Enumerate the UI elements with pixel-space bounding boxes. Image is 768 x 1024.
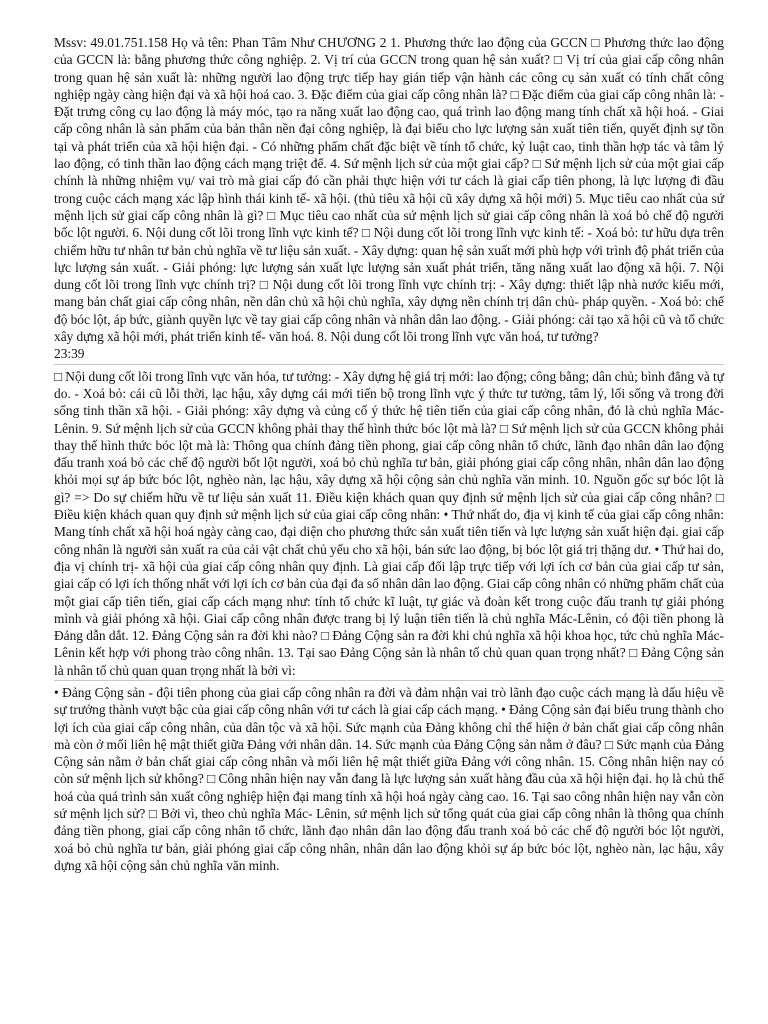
paragraph-2: □ Nội dung cốt lõi trong lĩnh vực văn hóa, tư tưởng: - Xây dựng hệ giá trị mới: lao động; công bằng; dân chủ; bình đẳng và tự do. - Xoá bỏ: cái cũ lỗi thời, lạc hậu, xây dựng cái mới tiến bộ trong lĩnh vực ý thức tư tưởng, tâm lý, lối sống và trong đời sống tinh thần xã hội. - Giải phóng: xây dựng và củng cố ý thức hệ tiên tiến của giai cấp công nhân, đó là chủ nghĩa Mác- Lênin. 9. Sứ mệnh lịch sử của GCCN không phải thay thế hình thức bóc lột mà là? □ Sứ mệnh lịch sử của GCCN không phải thay thế hình thức bóc lột mà là: Thông qua chính đảng tiền phong, giai cấp công nhân tổ chức, lãnh đạo nhân dân lao động đấu tranh xoá bỏ các chế độ người bốt lột người, xoá bỏ chủ nghĩa tư bản, giải phóng giai cấp công nhân, nhân dân lao động khỏi mọi sự áp bức bóc lột, nghèo nàn, lạc hậu, xây dựng xã hội cộng sản chủ nghĩa văn minh. 10. Nguồn gốc sự bóc lột là gì? => Do sự chiếm hữu về tư liệu sản xuất 11. Điều kiện khách quan quy định sứ mệnh lịch sử của giai cấp công nhân? □ Điều kiện khách quan quy định sứ mệnh lịch sử của giai cấp công nhân: • Thứ nhất do, địa vị kinh tế của giai cấp công nhân: Mang tính chất xã hội hoá ngày càng cao, đại diện cho phương thức sản xuất tiên tiến và lực lượng sản xuất hiện đại. giai cấp công nhân là người sản xuất ra của cải vật chất chủ yếu cho xã hội, bán sức lao động, bị bóc lột giá trị thặng dư. • Thứ hai do, địa vị chính trị- xã hội của giai cấp công nhân quy định. Là giai cấp đối lập trực tiếp với lợi ích cơ bản của giai cấp tư sản, giai cấp có lợi ích thống nhất với lợi ích cơ bản của đại đa số nhân dân lao động. Giai cấp công nhân có những phẩm chất của một giai cấp tiên tiến, giai cấp cách mạng như: tính tổ chức kĩ luật, tự giác và đoàn kết trong cuộc đấu tranh tự giải phóng mình và giải phóng xã hội. Giai cấp công nhân được trang bị lý luận tiên tiến là chủ nghĩa Mác-Lênin, có đội tiền phong là Đảng dẫn dắt. 12. Đảng Cộng sản ra đời khi nào? □ Đảng Cộng sản ra đời khi chủ nghĩa xã hội khoa học, tức chủ nghĩa Mác- Lênin kết hợp với phong trào công nhân. 13. Tại sao Đảng Cộng sản là nhân tố chủ quan quan trọng nhất? □ Đảng Cộng sản là nhân tố chủ quan quan trọng nhất là bởi vì: (54, 368, 724, 678)
page-divider (54, 364, 724, 365)
paragraph-1: Mssv: 49.01.751.158 Họ và tên: Phan Tâm Như CHƯƠNG 2 1. Phương thức lao động của GCCN □ Phương thức lao động của GCCN là: bằng phương thức công nghiệp. 2. Vị trí của GCCN trong quan hệ sản xuất? □ Vị trí của giai cấp công nhân trong quan hệ sản xuất là: những người lao động trực tiếp hay gián tiếp vận hành các công cụ sản xuất có tính chất công nghiệp ngày càng hiện đại và xã hội hoá cao. 3. Đặc điểm của giai cấp công nhân là? □ Đặc điểm của giai cấp công nhân là: - Đặt trưng công cụ lao động là máy móc, tạo ra năng xuất lao động cao, quá trình lao động mang tính chất xã hội hoá. - Giai cấp công nhân là sản phẩm của bản thân nền đại công nghiệp, là đại biểu cho lực lượng sản xuất tiên tiến, quyết định sự tồn tại và phát triển của xã hội hiện đại. - Có những phẩm chất đặc biệt về tính tổ chức, kỷ luật cao, tinh thần hợp tác và tâm lý lao động, có tinh thần lao động cách mạng triệt để. 4. Sứ mệnh lịch sử của một giai cấp? □ Sứ mệnh lịch sử của một giai cấp chính là những nhiệm vụ/ vai trò mà giai cấp đó cần phải thực hiện với tư cách là giai cấp tiên phong, là lực lượng đi đầu trong cuộc cách mạng xác lập hình thái kinh tế- xã hội. (thủ tiêu xã hội cũ xây dựng xã hội mới) 5. Mục tiêu cao nhất của sứ mệnh lịch sử giai cấp công nhân là gì? □ Mục tiêu cao nhất của sứ mệnh lịch sử giai cấp công nhân là xoá bỏ chế độ người bốc lột người. 6. Nội dung cốt lõi trong lĩnh vực kinh tế? □ Nội dung cốt lõi trong lĩnh vực kinh tế: - Xoá bỏ: tư hữu dựa trên chiếm hữu tư nhân tư bản chủ nghĩa về tư liệu sản xuất. - Xây dựng: quan hệ sản xuất mới phù hợp với trình độ phát triển của lực lượng sản xuất. - Giải phóng: lực lượng sản xuất lực lượng sản xuất phát triển, tăng năng xuất lao động xã hội. 7. Nội dung cốt lõi trong lĩnh vực chính trị? □ Nội dung cốt lõi trong lĩnh vực chính trị: - Xây dựng: thiết lập nhà nước kiểu mới, mang bản chất giai cấp công nhân, nền dân chủ xã hội chủ nghĩa, xây dựng nền chính trị dân chủ- pháp quyền. - Xoá bỏ: chế độ bóc lột, áp bức, giành quyền lực về tay giai cấp công nhân và nhân dân lao động. - Giải phóng: cải tạo xã hội cũ và tổ chức xây dựng xã hội mới, phát triển kinh tế- văn hoá. 8. Nội dung cốt lõi trong lĩnh vực văn hoá, tư tưởng? (54, 35, 724, 345)
paragraph-3: • Đảng Cộng sản - đội tiên phong của giai cấp công nhân ra đời và đảm nhận vai trò lãnh đạo cuộc cách mạng là dấu hiệu về sự trưởng thành vượt bậc của giai cấp công nhân với tư cách là giai cấp cách mạng. • Đảng Cộng sản đại biểu trung thành cho lợi ích của giai cấp công nhân, của dân tộc và xã hội. Sức mạnh của Đảng không chỉ thể hiện ở bản chất giai cấp công nhân mà còn ở mối liên hệ mật thiết giữa Đảng với nhân dân. 14. Sức mạnh của Đảng Cộng sản nằm ở đâu? □ Sức mạnh của Đảng Cộng sản nằm ở bản chất giai cấp công nhân và mối liên hệ mật thiết giữa Đảng với công nhân. 15. Công nhân hiện nay có còn sứ mệnh lịch sử không? □ Công nhân hiện nay vẫn đang là lực lượng sản xuất hàng đầu của xã hội hiện đại. họ là chủ thể hoá của quá trình sản xuất công nghiệp hiện đại mang tính xã hội hoá ngày càng cao. 16. Tại sao công nhân hiện nay vẫn còn sứ mệnh lịch sử? □ Bởi vì, theo chủ nghĩa Mác- Lênin, sứ mệnh lịch sử tổng quát của giai cấp công nhân là thông qua chính đảng tiền phong, giai cấp công nhân tổ chức, lãnh đạo nhân dân lao động đấu tranh xoá bỏ các chế độ người bóc lột người, xoá bỏ chủ nghĩa tư bản, giải phóng giai cấp công nhân, nhân dân lao động khỏi sự áp bức bóc lột, nghèo nàn, lạc hậu, xây dựng xã hội cộng sản chủ nghĩa văn minh. (54, 684, 724, 873)
timestamp: 23:39 (54, 346, 85, 362)
section-divider (54, 680, 724, 681)
